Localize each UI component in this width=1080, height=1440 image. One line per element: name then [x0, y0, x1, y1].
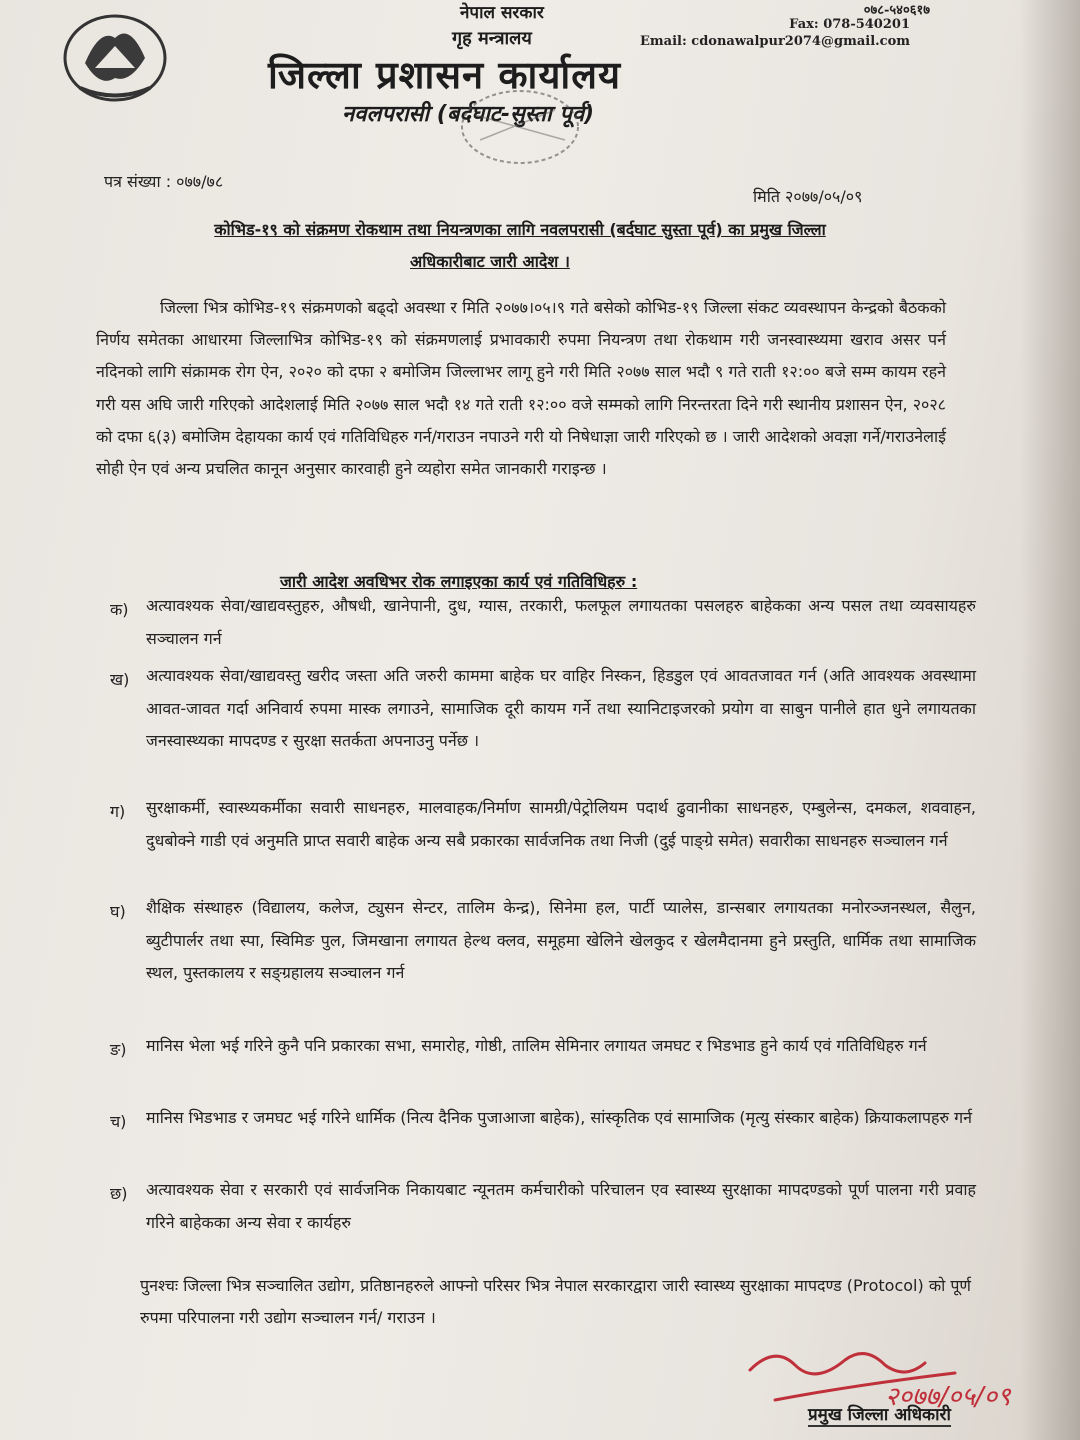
office-stamp-icon [455, 85, 585, 170]
restrictions-heading: जारी आदेश अवधिभर रोक लगाइएका कार्य एवं गतिविधिहरु : [280, 572, 638, 591]
fax-number: Fax: 078-540201 [789, 17, 910, 32]
government-name: नेपाल सरकार [460, 3, 544, 23]
letter-title-line2: अधिकारीबाट जारी आदेश । [410, 252, 570, 271]
reference-number: पत्र संख्या : ०७७/७८ [104, 172, 224, 191]
nepal-emblem-icon [60, 8, 170, 103]
postscript: पुनश्चः जिल्ला भित्र सञ्चालित उद्योग, प्रतिष्ठानहरुले आफ्नो परिसर भित्र नेपाल सरकारद्वारा जारी स्वास्थ्य सुरक्षाका मापदण्ड (Protocol) को पूर्ण रुपमा परिपालना गरी उद्योग सञ्चालन गर्न/ गराउन । [140, 1276, 972, 1327]
list-item-text: सुरक्षाकर्मी, स्वास्थ्यकर्मीका सवारी साधनहरु, मालवाहक/निर्माण सामग्री/पेट्रोलियम पदार्थ ढुवानीका साधनहरु, एम्बुलेन्स, दमकल, शववाहन, दुधबोक्ने गाडी एवं अनुमति प्राप्त सवारी बाहेक अन्य सबै प्रकारका सार्वजनिक तथा निजी (दुई पाङ्ग्रे समेत) सवारीका साधनहरु सञ्चालन गर्न [146, 798, 976, 850]
ministry-name: गृह मन्त्रालय [452, 28, 532, 49]
signature-date: २०७७/०५/०९ [885, 1382, 1011, 1412]
list-item-label: च) [110, 1112, 127, 1131]
list-item-text: मानिस भेला भई गरिने कुनै पनि प्रकारका सभा, समारोह, गोष्ठी, तालिम सेमिनार लगायत जमघट र भिडभाड हुने कार्य एवं गतिविधिहरु गर्न [146, 1036, 927, 1055]
list-item-text: अत्यावश्यक सेवा र सरकारी एवं सार्वजनिक निकायबाट न्यूनतम कर्मचारीको परिचालन एव स्वास्थ्य सुरक्षाका मापदण्डको पूर्ण पालना गरी प्रवाह गरिने बाहेकका अन्य सेवा र कार्यहरु [146, 1180, 976, 1232]
paper-edge-shadow [1020, 0, 1080, 1440]
list-item-label: घ) [110, 902, 126, 921]
letter-date: मिति २०७७/०५/०९ [753, 187, 863, 206]
phone-number: ०७८-५४०६१७ [863, 3, 930, 18]
email-address: Email: cdonawalpur2074@gmail.com [640, 34, 910, 49]
list-item-text: अत्यावश्यक सेवा/खाद्यवस्तु खरीद जस्ता अति जरुरी काममा बाहेक घर वाहिर निस्कन, हिडडुल एवं आवतजावत गर्न (अति आवश्यक अवस्थामा आवत-जावत गर्दा अनिवार्य रुपमा मास्क लगाउने, सामाजिक दूरी कायम गर्ने तथा स्यानिटाइजरको प्रयोग वा साबुन पानीले हात धुने लगायतका जनस्वास्थ्यका मापदण्ड र सुरक्षा सतर्कता अपनाउनु पर्नेछ । [146, 666, 976, 750]
list-item-text: शैक्षिक संस्थाहरु (विद्यालय, कलेज, ट्युसन सेन्टर, तालिम केन्द्र), सिनेमा हल, पार्टी प्यालेस, डान्सबार लगायतका मनोरञ्जनस्थल, सैलुन, ब्युटीपार्लर तथा स्पा, स्विमिङ पुल, जिमखाना लगायत हेल्थ क्लव, समूहमा खेलिने खेलकुद र खेलमैदानमा हुने प्रस्तुति, धार्मिक तथा सामाजिक स्थल, पुस्तकालय र सङ्ग्रहालय सञ्चालन गर्न [146, 898, 976, 982]
list-item-label: ङ) [110, 1040, 127, 1059]
signatory-title: प्रमुख जिल्ला अधिकारी [808, 1402, 951, 1427]
list-item-label: ग) [110, 802, 126, 821]
list-item-label: छ) [110, 1184, 128, 1203]
letter-title-line1: कोभिड-१९ को संक्रमण रोकथाम तथा नियन्त्रणका लागि नवलपरासी (बर्दघाट सुस्ता पूर्व) का प्रमुख जिल्ला [214, 220, 826, 239]
list-item-text: मानिस भिडभाड र जमघट भई गरिने धार्मिक (नित्य दैनिक पुजाआजा बाहेक), सांस्कृतिक एवं सामाजिक (मृत्यु संस्कार बाहेक) क्रियाकलापहरु गर्न [146, 1108, 973, 1127]
body-paragraph: जिल्ला भित्र कोभिड-१९ संक्रमणको बढ्दो अवस्था र मिति २०७७।०५।९ गते बसेको कोभिड-१९ जिल्ला संकट व्यवस्थापन केन्द्रको बैठकको निर्णय समेतका आधारमा जिल्लाभित्र कोभिड-१९ को संक्रमणलाई प्रभावकारी रुपमा नियन्त्रण तथा रोकथाम गरी जनस्वास्थ्यमा खराव असर पर्न नदिनको लागि संक्रामक रोग ऐन, २०२० को दफा २ बमोजिम जिल्लाभर लागू हुने गरी मिति २०७७ साल भदौ ९ गते राती १२:०० बजे सम्म कायम रहने गरी यस अघि जारी गरिएको आदेशलाई मिति २०७७ साल भदौ १४ गते राती १२:०० वजे सम्मको लागि निरन्तरता दिने गरी स्थानीय प्रशासन ऐन, २०२८ को दफा ६(३) बमोजिम देहायका कार्य एवं गतिविधिहरु गर्न/गराउन नपाउने गरी यो निषेधाज्ञा जारी गरिएको छ । जारी आदेशको अवज्ञा गर्ने/गराउनेलाई सोही ऐन एवं अन्य प्रचलित कानून अनुसार कारवाही हुने व्यहोरा समेत जानकारी गराइन्छ । [96, 298, 946, 479]
list-item-label: क) [110, 600, 129, 619]
district-name: नवलपरासी (बर्दघाट-सुस्ता पूर्व) [342, 102, 595, 127]
list-item-text: अत्यावश्यक सेवा/खाद्यवस्तुहरु, औषधी, खानेपानी, दुध, ग्यास, तरकारी, फलफूल लगायतका पसलहरु बाहेकका अन्य पसल तथा व्यवसायहरु सञ्चालन गर्न [146, 596, 976, 648]
list-item-label: ख) [110, 670, 130, 689]
letter-body [96, 292, 946, 485]
office-title: जिल्ला प्रशासन कार्यालय [268, 53, 622, 97]
